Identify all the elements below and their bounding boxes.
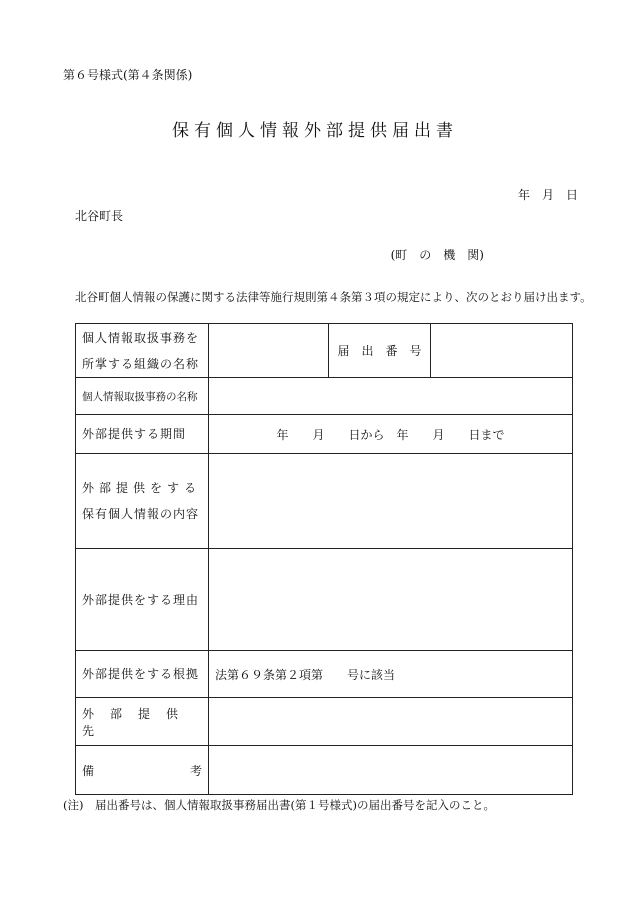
remarks-label: 備 考 <box>76 746 209 795</box>
info-content-field[interactable] <box>209 454 573 549</box>
intro-text: 北谷町個人情報の保護に関する法律等施行規則第４条第３項の規定により、次のとおり届け出ます。 <box>75 290 592 304</box>
info-content-label: 外部提供をする 保有個人情報の内容 <box>76 454 209 549</box>
date-line: 年 月 日 <box>517 188 578 202</box>
organization-line: (町 の 機 関) <box>390 248 484 262</box>
recipient-label: 外部提供先 <box>76 698 209 746</box>
table-row <box>76 651 573 698</box>
org-name-label: 個人情報取扱事務を 所掌する組織の名称 <box>76 324 209 378</box>
table-row <box>76 454 573 549</box>
table-row <box>76 415 573 454</box>
table-row <box>76 324 573 378</box>
remarks-field[interactable] <box>209 746 573 795</box>
affair-name-field[interactable] <box>209 378 573 415</box>
table-row <box>76 549 573 651</box>
table-row <box>76 378 573 415</box>
org-name-field[interactable] <box>209 324 329 378</box>
footnote: (注) 届出番号は、個人情報取扱事務届出書(第１号様式)の届出番号を記入のこと。 <box>63 798 495 812</box>
document-title: 保有個人情報外部提供届出書 <box>172 121 458 141</box>
provision-basis-label: 外部提供をする根拠 <box>76 651 209 698</box>
provision-reason-field[interactable] <box>209 549 573 651</box>
submission-form-table <box>75 323 573 795</box>
form-number: 第６号様式(第４条関係) <box>63 68 193 82</box>
provision-period-label: 外部提供する期間 <box>76 415 209 454</box>
recipient-field[interactable] <box>209 698 573 746</box>
table-row <box>76 746 573 795</box>
submission-number-label: 届 出 番 号 <box>329 324 431 378</box>
provision-basis-field[interactable]: 法第６９条第２項第 号に該当 <box>209 651 573 698</box>
affair-name-label: 個人情報取扱事務の名称 <box>76 378 209 415</box>
addressee: 北谷町長 <box>75 209 124 223</box>
provision-period-field[interactable]: 年 月 日から 年 月 日まで <box>209 415 573 454</box>
submission-number-field[interactable] <box>431 324 573 378</box>
table-row <box>76 698 573 746</box>
provision-reason-label: 外部提供をする理由 <box>76 549 209 651</box>
